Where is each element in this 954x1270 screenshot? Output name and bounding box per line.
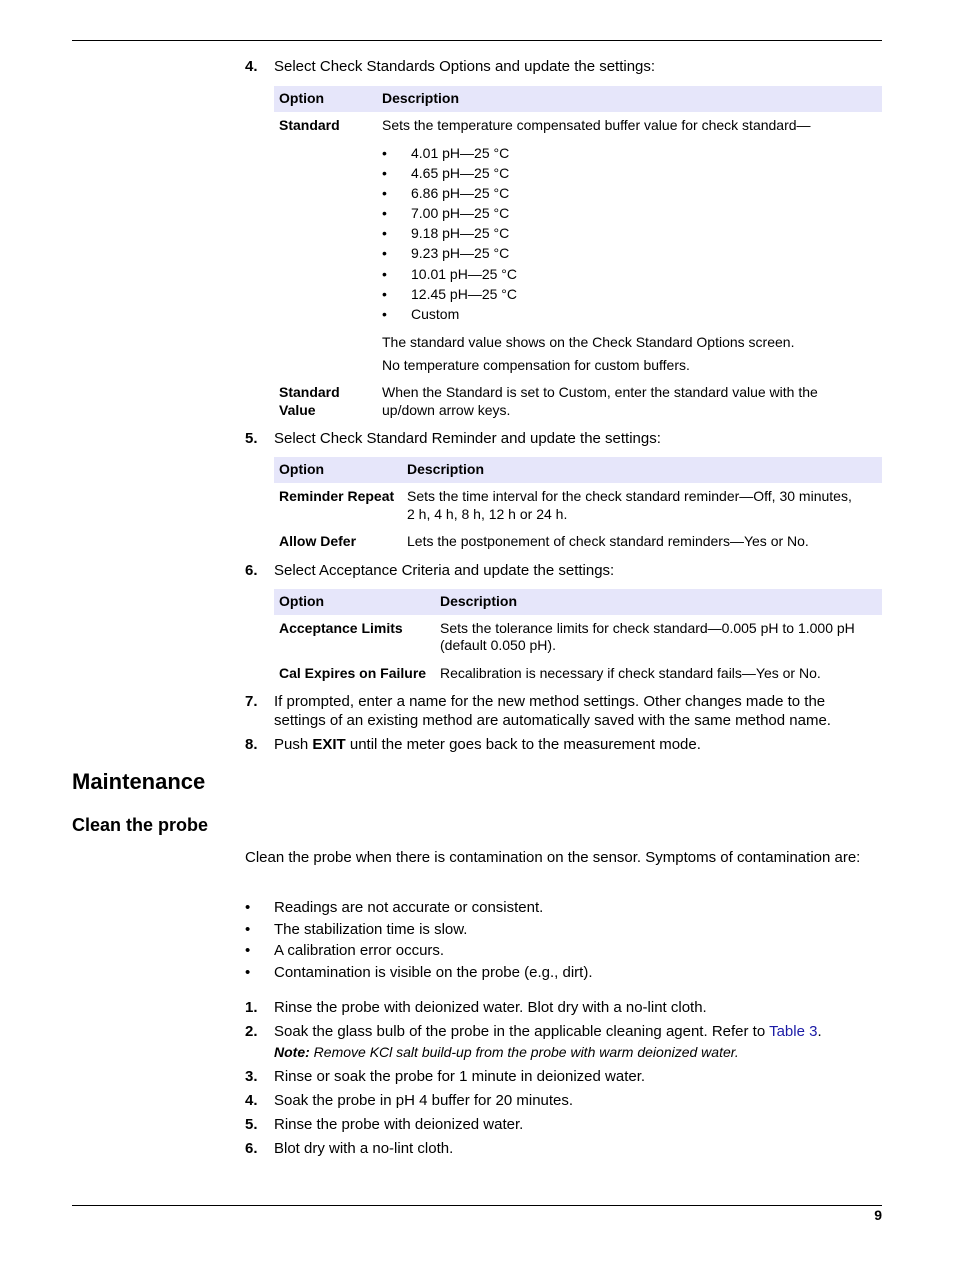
- bottom-rule: [72, 1205, 882, 1206]
- description-standard: Sets the temperature compensated buffer value for check standard—: [382, 117, 811, 133]
- header-option: Option: [279, 90, 325, 106]
- header-option: Option: [279, 461, 325, 477]
- step-number: 5.: [245, 430, 258, 447]
- top-rule: [72, 40, 882, 41]
- table-header: [274, 457, 882, 483]
- section-title: Maintenance: [72, 769, 206, 794]
- description-reminder-repeat-line2: 2 h, 4 h, 8 h, 12 h or 24 h.: [407, 506, 568, 522]
- step-number: 1.: [245, 999, 258, 1016]
- header-description: Description: [382, 90, 460, 106]
- description-acceptance-limits-line1: Sets the tolerance limits for check standard—0.005 pH to 1.000 pH: [440, 620, 855, 636]
- step-number: 6.: [245, 1140, 258, 1157]
- step-text: Rinse or soak the probe for 1 minute in deionized water.: [274, 1068, 646, 1085]
- step-number: 3.: [245, 1068, 258, 1085]
- step-text: Soak the probe in pH 4 buffer for 20 minutes.: [274, 1092, 574, 1109]
- note-label: Note:: [274, 1044, 310, 1060]
- standard-extra-line: The standard value shows on the Check Standard Options screen.: [382, 334, 795, 350]
- header-description: Description: [407, 461, 485, 477]
- option-cal-expires: Cal Expires on Failure: [279, 665, 427, 681]
- step-number: 6.: [245, 562, 258, 579]
- option-standard: Standard: [279, 117, 340, 133]
- step-text: If prompted, enter a name for the new method settings. Other changes made to the settings of an existing method are automatically saved with the same method name.: [274, 693, 831, 729]
- step-text: Soak the glass bulb of the probe in the applicable cleaning agent. Refer to Table 3.: [274, 1023, 822, 1040]
- description-standard-value-line2: up/down arrow keys.: [382, 402, 511, 418]
- exit-key-label: EXIT: [312, 736, 346, 753]
- step-text: Select Check Standards Options and update the settings:: [274, 58, 656, 75]
- step-number: 4.: [245, 1092, 258, 1109]
- check-standards-options-table: Option Description Standard Sets the temperature compensated buffer value for check standard— • 4.01 pH—25 °C • 4.65 pH—25 °C • 6.86 pH—25 °C • 7.00 pH—25 °C • 9.18 pH—25 °C • 9.23 pH—25 °C • 10.01 pH—25 °C • 12.45 pH—25 °C • Custom The standard value shows on the Check Standard Options screen. No temperature compensation for custom buffers. Standard Value When the Standard is set to Custom, enter the standard value with the up/down arrow keys.: [274, 86, 882, 422]
- note: Note: Remove KCl salt build-up from the probe with warm deionized water.: [274, 1044, 739, 1060]
- table-header: [274, 589, 882, 615]
- description-reminder-repeat-line1: Sets the time interval for the check standard reminder—Off, 30 minutes,: [407, 488, 852, 504]
- step-number: 8.: [245, 736, 258, 753]
- option-standard-value-line2: Value: [279, 402, 316, 418]
- description-acceptance-limits-line2: (default 0.050 pH).: [440, 637, 556, 653]
- step-text: Rinse the probe with deionized water.: [274, 1116, 524, 1133]
- standard-extra-line: No temperature compensation for custom buffers.: [382, 357, 690, 373]
- header-description: Description: [440, 593, 518, 609]
- step-number: 7.: [245, 693, 258, 710]
- option-standard-value-line1: Standard: [279, 384, 340, 400]
- page-number: 9: [874, 1207, 882, 1223]
- table-header: [274, 86, 882, 112]
- check-standard-reminder-table: [274, 457, 882, 557]
- option-reminder-repeat: Reminder Repeat: [279, 488, 395, 504]
- step-number: 2.: [245, 1023, 258, 1040]
- description-standard-value-line1: When the Standard is set to Custom, enter the standard value with the: [382, 384, 818, 400]
- table-3-link[interactable]: Table 3: [769, 1023, 818, 1040]
- step-number: 5.: [245, 1116, 258, 1133]
- intro-paragraph: Clean the probe when there is contamination on the sensor. Symptoms of contamination are:: [245, 849, 861, 866]
- description-allow-defer: Lets the postponement of check standard reminders—Yes or No.: [407, 533, 809, 549]
- step-number: 4.: [245, 58, 258, 75]
- acceptance-criteria-table: [274, 589, 882, 689]
- step-text: Rinse the probe with deionized water. Blot dry with a no-lint cloth.: [274, 999, 707, 1016]
- step-text: Select Check Standard Reminder and update the settings:: [274, 430, 661, 447]
- step-text: Blot dry with a no-lint cloth.: [274, 1140, 454, 1157]
- step-text: Select Acceptance Criteria and update the settings:: [274, 562, 615, 579]
- option-allow-defer: Allow Defer: [279, 533, 357, 549]
- option-acceptance-limits: Acceptance Limits: [279, 620, 403, 636]
- header-option: Option: [279, 593, 325, 609]
- subsection-title: Clean the probe: [72, 815, 209, 835]
- description-cal-expires: Recalibration is necessary if check standard fails—Yes or No.: [440, 665, 821, 681]
- step-text: Push EXIT until the meter goes back to the measurement mode.: [274, 736, 701, 753]
